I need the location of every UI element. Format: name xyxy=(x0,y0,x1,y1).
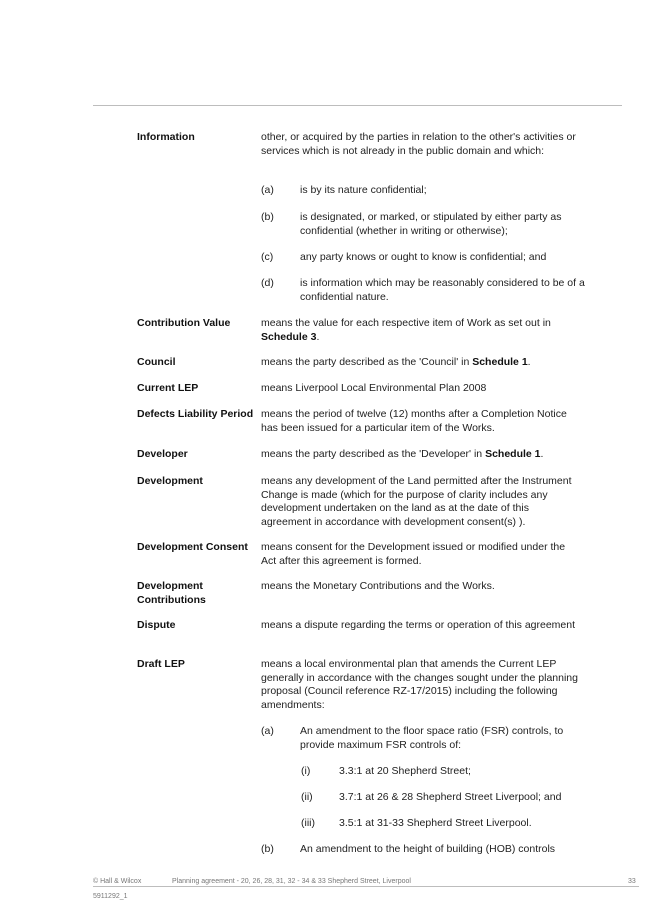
item-text: An amendment to the floor space ratio (FSR) controls, to provide maximum FSR controls of: xyxy=(300,725,564,751)
footer-page-number: 33 xyxy=(628,878,636,885)
definition-draft-lep: means a local environmental plan that amends the Current LEP generally in accordance with the changes sought under the planning proposal (Council reference RZ-17/2015) including the following amendments: xyxy=(261,658,578,711)
definition-development: means any development of the Land permitted after the Instrument Change is made (which for the purpose of clarity includes any development undertaken on the land as at the date of this agreement in accordance with development consent(s) ). xyxy=(261,475,572,528)
subitem-label: (ii) xyxy=(301,791,313,803)
term-development: Development xyxy=(137,475,203,487)
term-developer: Developer xyxy=(137,448,188,460)
definition-development-contributions: means the Monetary Contributions and the Works. xyxy=(261,580,495,592)
item-label: (c) xyxy=(261,251,274,263)
footer-title: Planning agreement - 20, 26, 28, 31, 32 - 34 & 33 Shepherd Street, Liverpool xyxy=(172,878,411,885)
item-text: is designated, or marked, or stipulated by either party as confidential (whether in writing or otherwise); xyxy=(300,211,562,237)
definition-contribution-value: means the value for each respective item of Work as set out in Schedule 3. xyxy=(261,317,551,343)
header-rule xyxy=(93,105,622,106)
term-defects-liability-period: Defects Liability Period xyxy=(137,408,254,420)
footer-copyright: © Hall & Wilcox xyxy=(93,878,142,885)
item-text: any party knows or ought to know is confidential; and xyxy=(300,251,547,263)
definition-defects-liability-period: means the period of twelve (12) months after a Completion Notice has been issued for a particular item of the Works. xyxy=(261,408,567,434)
term-development-consent: Development Consent xyxy=(137,541,248,553)
subitem-text: 3.3:1 at 20 Shepherd Street; xyxy=(339,765,471,777)
subitem-text: 3.7:1 at 26 & 28 Shepherd Street Liverpool; and xyxy=(339,791,562,803)
item-label: (b) xyxy=(261,843,274,855)
subitem-label: (i) xyxy=(301,765,311,777)
item-text: is by its nature confidential; xyxy=(300,184,427,196)
item-text: An amendment to the height of building (HOB) controls xyxy=(300,843,556,855)
definition-information: other, or acquired by the parties in relation to the other's activities or services which is not already in the public domain and which: xyxy=(261,131,576,157)
term-information: Information xyxy=(137,131,195,143)
term-contribution-value: Contribution Value xyxy=(137,317,231,329)
definition-council: means the party described as the 'Council' in Schedule 1. xyxy=(261,356,531,368)
definition-current-lep: means Liverpool Local Environmental Plan 2008 xyxy=(261,382,487,394)
term-dispute: Dispute xyxy=(137,619,176,631)
definition-dispute: means a dispute regarding the terms or operation of this agreement xyxy=(261,619,576,631)
item-label: (a) xyxy=(261,184,274,196)
term-development-contributions: Development Contributions xyxy=(137,580,206,606)
definition-development-consent: means consent for the Development issued or modified under the Act after this agreement is formed. xyxy=(261,541,566,567)
item-text: is information which may be reasonably considered to be of a confidential nature. xyxy=(300,277,585,303)
item-label: (b) xyxy=(261,211,274,223)
subitem-label: (iii) xyxy=(301,817,315,829)
term-current-lep: Current LEP xyxy=(137,382,199,394)
term-draft-lep: Draft LEP xyxy=(137,658,185,670)
term-council: Council xyxy=(137,356,176,368)
definition-developer: means the party described as the 'Developer' in Schedule 1. xyxy=(261,448,544,460)
item-label: (a) xyxy=(261,725,274,737)
footer-rule xyxy=(93,886,639,887)
item-label: (d) xyxy=(261,277,274,289)
subitem-text: 3.5:1 at 31-33 Shepherd Street Liverpool. xyxy=(339,817,532,829)
footer-doc-ref: 5911292_1 xyxy=(93,893,128,900)
